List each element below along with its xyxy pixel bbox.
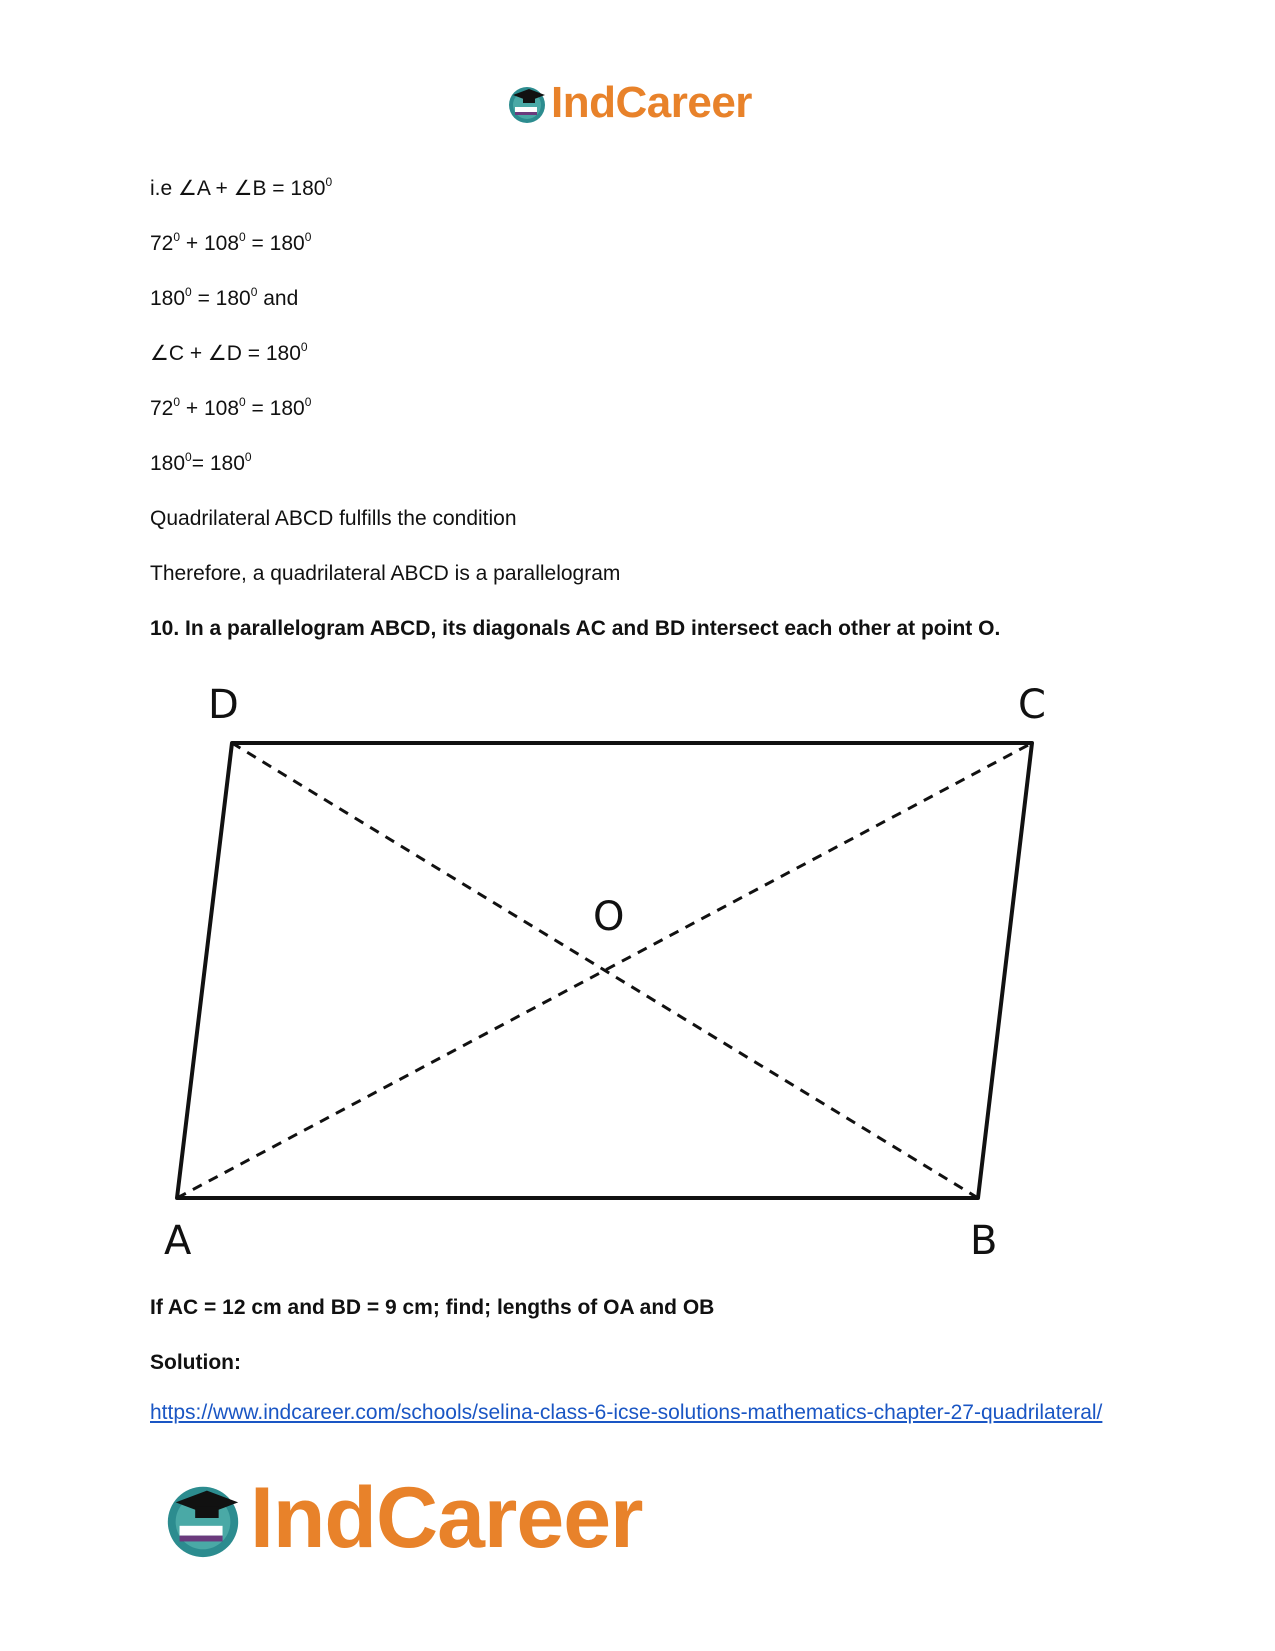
label-b: B	[970, 1218, 998, 1264]
label-o: O	[593, 894, 625, 940]
parallelogram-diagram	[150, 680, 1070, 1270]
footer-logo	[160, 1470, 643, 1566]
equation-line-2: $72^0 + 108^0 = 180^0$	[150, 230, 312, 255]
solution-label: Solution:	[150, 1351, 241, 1374]
header-logo	[505, 78, 752, 128]
diagonal-bd	[232, 743, 978, 1198]
question-title: 10. In a parallelogram ABCD, its diagonals AC and BD intersect each other at point O.	[150, 617, 1001, 640]
logo-text: IndCareer	[551, 78, 752, 127]
label-a: A	[164, 1218, 192, 1264]
equation-line-3: $180^0 = 180^0$ and	[150, 285, 299, 310]
statement-condition: Quadrilateral ABCD fulfills the condition	[150, 507, 517, 530]
equation-line-5: $72^0 + 108^0 = 180^0$	[150, 395, 312, 420]
statement-conclusion: Therefore, a quadrilateral ABCD is a parallelogram	[150, 562, 621, 585]
equation-line-4: ∠C + ∠D = $180^0$	[150, 340, 308, 365]
equation-line-6: $180^0= 180^0$	[150, 450, 252, 475]
label-d: D	[208, 682, 239, 728]
logo-text: IndCareer	[250, 1470, 643, 1566]
question-detail: If AC = 12 cm and BD = 9 cm; find; lengths of OA and OB	[150, 1296, 715, 1319]
label-c: C	[1018, 682, 1046, 728]
graduation-cap-icon	[160, 1475, 246, 1561]
graduation-cap-icon	[505, 81, 549, 125]
equation-line-1: i.e ∠A + ∠B = $180^0$	[150, 175, 333, 200]
solution-link[interactable]: https://www.indcareer.com/schools/selina-class-6-icse-solutions-mathematics-chapter-27-quadrilateral/	[150, 1401, 1103, 1424]
